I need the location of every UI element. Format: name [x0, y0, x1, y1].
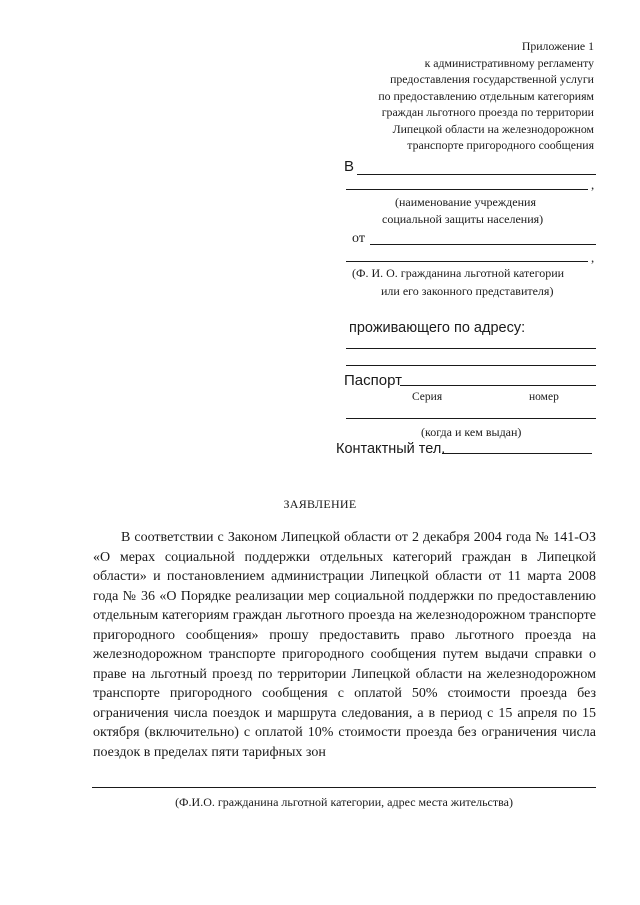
document-title: ЗАЯВЛЕНИЕ	[283, 497, 357, 511]
signature-caption: (Ф.И.О. гражданина льготной категории, адрес места жительства)	[175, 795, 513, 809]
from-field-line-2[interactable]	[346, 261, 588, 262]
to-caption-1: (наименование учреждения	[395, 195, 536, 209]
signature-field-line[interactable]	[92, 787, 596, 788]
address-label: проживающего по адресу:	[349, 320, 526, 336]
issued-caption: (когда и кем выдан)	[421, 425, 522, 439]
header-line: предоставления государственной услуги	[390, 72, 594, 86]
address-field-line-2[interactable]	[346, 365, 596, 366]
header-line: Липецкой области на железнодорожном	[392, 121, 594, 136]
header-line: к административному регламенту	[424, 55, 594, 70]
from-caption-1: (Ф. И. О. гражданина льготной категории	[352, 266, 565, 280]
phone-field-line[interactable]	[442, 453, 592, 454]
appendix-header	[330, 38, 594, 154]
series-label: Серия	[412, 391, 443, 403]
to-caption-2: социальной защиты населения)	[382, 212, 544, 226]
from-label: от	[352, 231, 365, 246]
from-comma: ,	[591, 250, 595, 265]
from-field-line-1[interactable]	[370, 244, 596, 245]
application-body-text: В соответствии с Законом Липецкой области от 2 декабря 2004 года № 141-ОЗ «О мерах социальной поддержки отдельных категорий граждан в Липецкой области» и постановлением администрации Липецкой области от 11 марта 2008 года № 36 «О Порядке реализации мер социальной поддержки по предоставлению отдельным категориям граждан льготного проезда на железнодорожном транспорте пригородного сообщения» прошу предоставить право льготного проезда на железнодорожном транспорте пригородного сообщения путем выдачи справки о праве на льготный проезд по территории Липецкой области на железнодорожном транспорте пригородного сообщения с оплатой 50% стоимости проезда без ограничения числа поездок и маршрута следования, а в период с 15 апреля по 15 октября (включительно) с оплатой 10% стоимости проезда без ограничения числа поездок в пределах пяти тарифных зон	[93, 530, 596, 760]
passport-label: Паспорт	[344, 372, 402, 389]
header-line: транспорте пригородного сообщения	[407, 138, 594, 152]
header-line: Приложение 1	[521, 39, 594, 53]
header-line: по предоставлению отдельным категориям	[378, 88, 594, 103]
from-caption-2: или его законного представителя)	[381, 284, 554, 298]
header-line: граждан льготного проезда по территории	[381, 105, 594, 119]
to-label: В	[344, 158, 355, 175]
number-label: номер	[529, 391, 559, 403]
address-field-line-1[interactable]	[346, 348, 596, 349]
to-comma: ,	[591, 177, 595, 192]
passport-field-line[interactable]	[400, 385, 596, 386]
phone-label: Контактный тел.	[336, 441, 446, 457]
to-field-line-1[interactable]	[357, 174, 596, 175]
to-field-line-2[interactable]	[346, 189, 588, 190]
passport-issued-line[interactable]	[346, 418, 596, 419]
